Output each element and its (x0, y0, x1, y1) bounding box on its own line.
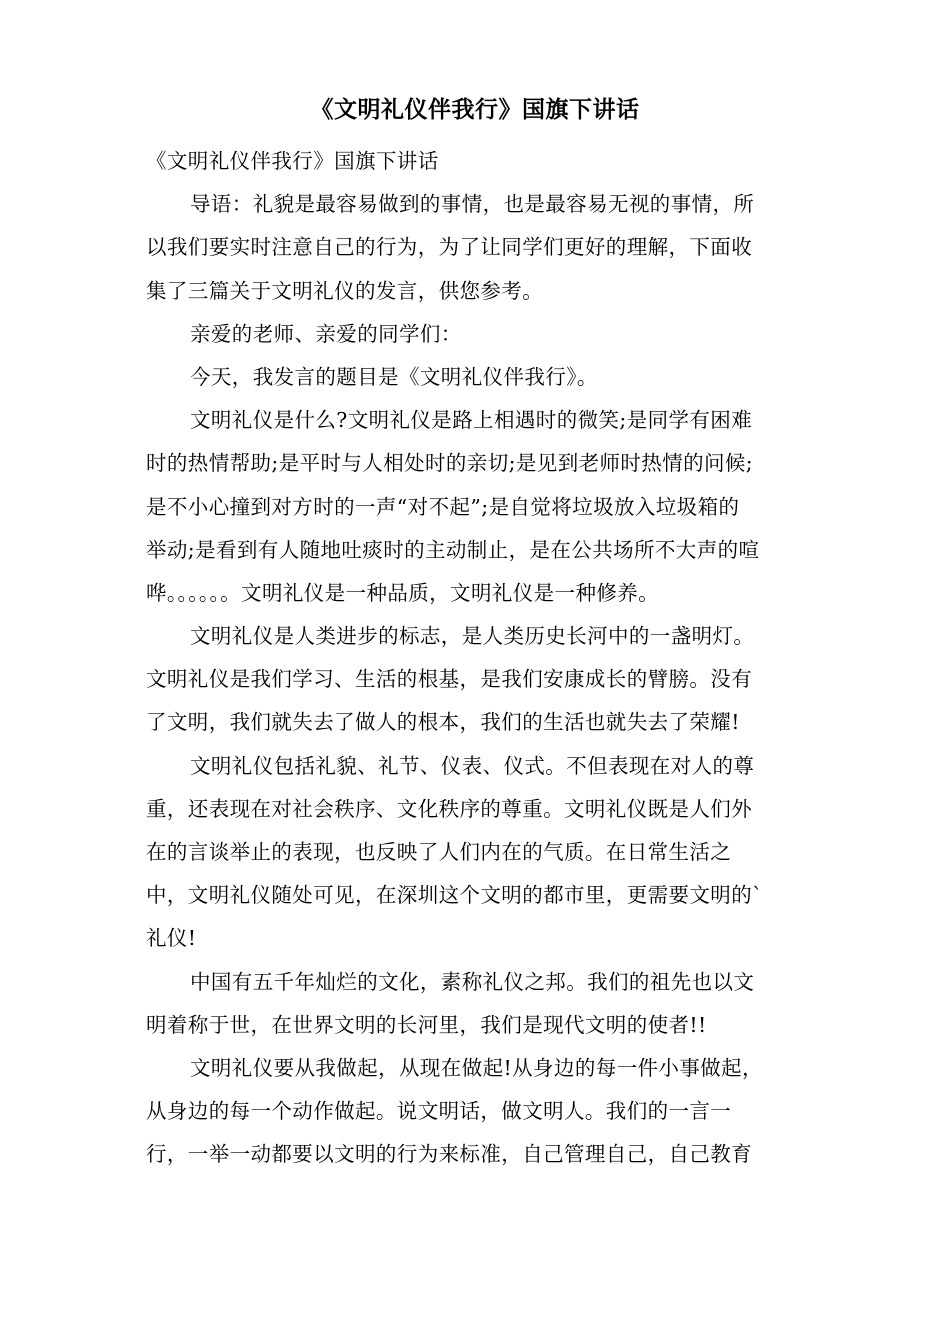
text-line: 文明礼仪包括礼貌、礼节、仪表、仪式。不但表现在对人的尊 (190, 753, 755, 778)
text-line: 集了三篇关于文明礼仪的发言，供您参考。 (146, 278, 544, 303)
text-line: 中国有五千年灿烂的文化，素称礼仪之邦。我们的祖先也以文 (190, 969, 755, 994)
document-title: 《文明礼仪伴我行》国旗下讲话 (310, 96, 640, 123)
text-line: 文明礼仪是人类进步的标志，是人类历史长河中的一盏明灯。 (190, 624, 755, 649)
text-line: 文明礼仪是我们学习、生活的根基，是我们安康成长的臂膀。没有 (146, 667, 753, 692)
text-line: 时的热情帮助;是平时与人相处时的亲切;是见到老师时热情的问候; (146, 451, 754, 476)
text-line: 重，还表现在对社会秩序、文化秩序的尊重。文明礼仪既是人们外 (146, 796, 753, 821)
text-line: 明着称于世，在世界文明的长河里，我们是现代文明的使者!! (146, 1012, 707, 1037)
text-line: 文明礼仪要从我做起，从现在做起!从身边的每一件小事做起， (190, 1055, 763, 1080)
text-line: 《文明礼仪伴我行》国旗下讲话 (146, 149, 439, 173)
text-line: 在的言谈举止的表现，也反映了人们内在的气质。在日常生活之 (146, 840, 732, 864)
text-line: 中，文明礼仪随处可见，在深圳这个文明的都市里，更需要文明的` (146, 883, 763, 908)
text-line: 是不小心撞到对方时的一声“对不起”;是自觉将垃圾放入垃圾箱的 (146, 494, 740, 519)
text-line: 导语：礼貌是最容易做到的事情，也是最容易无视的事情，所 (190, 192, 755, 217)
text-line: 举动;是看到有人随地吐痰时的主动制止，是在公共场所不大声的喧 (146, 537, 760, 562)
text-line: 礼仪! (146, 926, 197, 951)
text-line: 行，一举一动都要以文明的行为来标准，自己管理自己，自己教育 (146, 1142, 753, 1167)
text-line: 亲爱的老师、亲爱的同学们： (190, 321, 462, 346)
text-line: 今天，我发言的题目是《文明礼仪伴我行》。 (190, 364, 598, 389)
text-line: 文明礼仪是什么?文明礼仪是路上相遇时的微笑;是同学有困难 (190, 408, 753, 433)
text-line: 哗。。。。。。文明礼仪是一种品质，文明礼仪是一种修养。 (146, 580, 660, 605)
text-line: 从身边的每一个动作做起。说文明话，做文明人。我们的一言一 (146, 1099, 732, 1124)
text-line: 以我们要实时注意自己的行为，为了让同学们更好的理解，下面收 (146, 235, 753, 260)
document-body (146, 140, 808, 1177)
text-line: 了文明，我们就失去了做人的根本，我们的生活也就失去了荣耀! (146, 710, 740, 735)
